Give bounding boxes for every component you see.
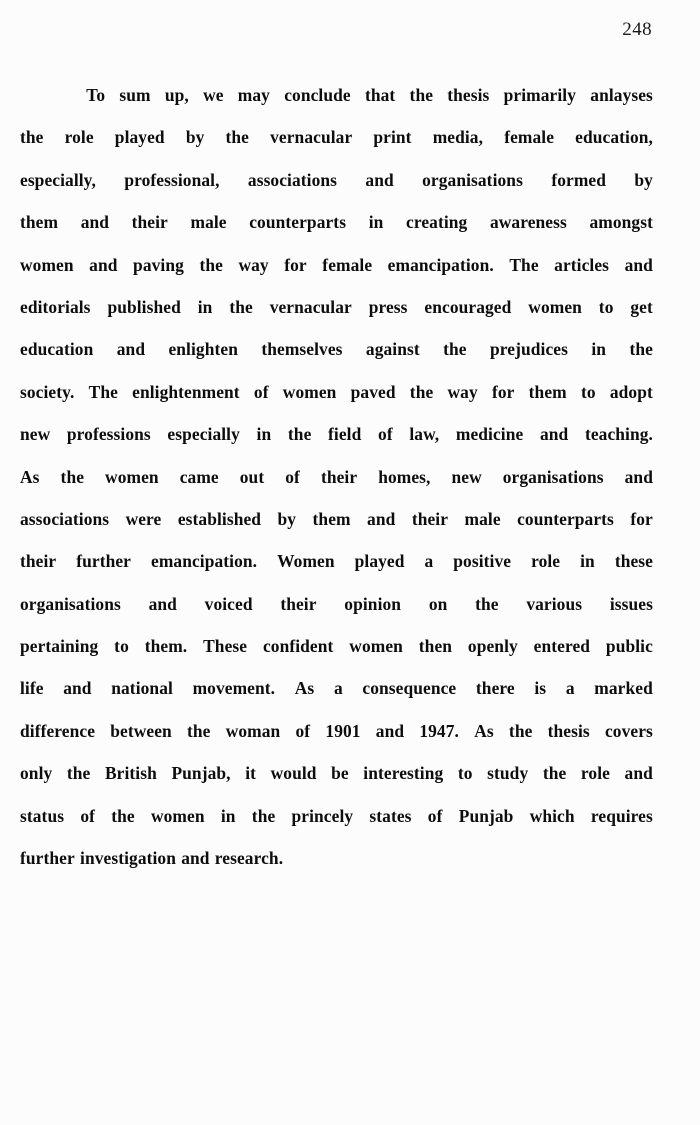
word: marked (594, 678, 653, 699)
word: and (89, 254, 118, 275)
text-line (20, 720, 653, 762)
word: for (491, 381, 515, 402)
word: and (80, 212, 110, 233)
word: in (591, 339, 607, 360)
word: of (285, 466, 300, 487)
word: of (253, 381, 269, 402)
word: get (630, 296, 653, 317)
word: in (256, 424, 272, 445)
word: conclude (284, 85, 351, 105)
word: requires (590, 805, 653, 826)
word: field (328, 424, 362, 445)
word: difference (20, 720, 96, 741)
text-line (20, 593, 653, 635)
word: To (86, 85, 106, 105)
word: voiced (204, 593, 253, 614)
page-number: 248 (622, 19, 652, 40)
word: education, (575, 127, 653, 148)
word: especially, (20, 169, 96, 190)
word: in (580, 551, 595, 572)
word: to (114, 636, 129, 657)
word: there (475, 678, 515, 699)
word: As (294, 678, 315, 699)
word: print (373, 127, 412, 148)
word: counterparts (249, 212, 347, 233)
word: emancipation. (151, 551, 258, 572)
word: be (331, 763, 349, 784)
word: the (111, 805, 135, 826)
text-line (20, 169, 653, 211)
word: professional, (124, 169, 220, 190)
word: their (320, 466, 358, 487)
word: the (475, 593, 499, 614)
word: role (531, 551, 561, 572)
word: organisations (502, 466, 604, 487)
text-line (20, 126, 653, 168)
word: role (64, 127, 94, 148)
word: to (457, 763, 473, 784)
word: the (229, 296, 253, 317)
word: confident (262, 636, 334, 657)
word: associations (247, 169, 338, 190)
word: entered (533, 636, 591, 657)
word: Punjab, (171, 763, 231, 784)
word: them (20, 212, 59, 233)
word: research. (214, 848, 284, 869)
word: As (474, 720, 494, 741)
word: especially (167, 424, 240, 445)
word: medicine (455, 424, 524, 445)
word: paving (133, 254, 184, 275)
word: the (409, 381, 434, 402)
word: and (375, 720, 405, 741)
word: of (295, 720, 311, 741)
word: the (199, 254, 223, 275)
word: Punjab (458, 805, 514, 826)
text-line (20, 847, 653, 889)
word: study (487, 763, 529, 784)
word: organisations (20, 593, 121, 614)
word: anlayses (590, 85, 653, 105)
word: openly (467, 636, 518, 657)
word: awareness (489, 212, 567, 233)
word: the (629, 339, 653, 360)
text-line (20, 635, 653, 677)
text-line (20, 508, 653, 550)
word: British (104, 763, 157, 784)
word: their (20, 551, 57, 572)
word: a (565, 678, 575, 699)
word: The (88, 381, 118, 402)
word: law, (409, 424, 440, 445)
word: of (427, 805, 443, 826)
word: media, (432, 127, 484, 148)
word: them (312, 508, 351, 529)
word: interesting (363, 763, 444, 784)
word: a (424, 551, 434, 572)
word: and (365, 169, 394, 190)
word: paved (350, 381, 396, 402)
word: new (451, 466, 482, 487)
word: them (528, 381, 567, 402)
word: primarily (503, 85, 577, 105)
word: These (203, 636, 248, 657)
word: and (539, 424, 569, 445)
word: As (20, 466, 40, 487)
word: themselves (261, 339, 343, 360)
text-line (20, 677, 653, 719)
text-line (20, 381, 653, 423)
word: the (287, 424, 312, 445)
word: role (580, 763, 610, 784)
word: against (365, 339, 420, 360)
word: their (280, 593, 317, 614)
word: the (20, 127, 44, 148)
word: opinion (344, 593, 402, 614)
word: new (20, 424, 51, 445)
word: vernacular (269, 296, 352, 317)
word: by (634, 169, 653, 190)
word: press (368, 296, 408, 317)
word: for (284, 254, 307, 275)
word: played (114, 127, 165, 148)
word: female (504, 127, 555, 148)
word: way (447, 381, 478, 402)
word: in (220, 805, 236, 826)
word: status (20, 805, 65, 826)
word: that (364, 85, 396, 105)
word: the (60, 466, 85, 487)
text-line (20, 338, 653, 380)
word: is (534, 678, 547, 699)
text-line (20, 550, 653, 592)
word: the (187, 720, 211, 741)
word: and (63, 678, 92, 699)
word: and (148, 593, 177, 614)
word: organisations (422, 169, 523, 190)
word: thesis (547, 720, 590, 741)
word: investigation (80, 848, 177, 869)
word: and (624, 254, 653, 275)
word: published (107, 296, 181, 317)
word: by (277, 508, 297, 529)
word: of (80, 805, 96, 826)
text-line (20, 762, 653, 804)
word: male (190, 212, 227, 233)
text-line (20, 211, 653, 253)
word: society. (20, 381, 75, 402)
word: established (177, 508, 262, 529)
word: on (428, 593, 448, 614)
word: their (131, 212, 168, 233)
word: by (185, 127, 205, 148)
word: amongst (589, 212, 653, 233)
word: further (20, 848, 75, 869)
text-line (20, 466, 653, 508)
word: to (598, 296, 614, 317)
word: a (333, 678, 343, 699)
word: women (20, 254, 74, 275)
word: it (245, 763, 257, 784)
word: came (179, 466, 219, 487)
word: out (239, 466, 265, 487)
word: articles (554, 254, 610, 275)
word: various (526, 593, 583, 614)
word: way (238, 254, 269, 275)
word: their (411, 508, 449, 529)
word: the (225, 127, 249, 148)
word: homes, (378, 466, 431, 487)
text-line (20, 805, 653, 847)
word: sum (119, 85, 151, 105)
word: counterparts (517, 508, 614, 529)
word: The (509, 254, 539, 275)
word: the (251, 805, 276, 826)
word: movement. (192, 678, 276, 699)
word: to (580, 381, 596, 402)
word: women (282, 381, 337, 402)
word: consequence (362, 678, 457, 699)
word: princely (291, 805, 354, 826)
word: and (181, 848, 210, 869)
word: professions (66, 424, 151, 445)
word: played (354, 551, 405, 572)
word: issues (609, 593, 653, 614)
text-line (20, 84, 653, 126)
word: enlighten (168, 339, 238, 360)
word: up, (164, 85, 189, 105)
word: thesis (447, 85, 490, 105)
word: associations (20, 508, 110, 529)
word: may (237, 85, 270, 105)
word: would (270, 763, 317, 784)
word: for (630, 508, 653, 529)
word: women (349, 636, 403, 657)
word: and (624, 466, 653, 487)
word: then (418, 636, 453, 657)
word: life (20, 678, 44, 699)
word: of (378, 424, 393, 445)
word: the (508, 720, 533, 741)
word: in (368, 212, 384, 233)
word: further (76, 551, 132, 572)
word: the (443, 339, 467, 360)
word: and (116, 339, 146, 360)
word: them. (144, 636, 188, 657)
text-line (20, 254, 653, 296)
word: and (624, 763, 653, 784)
word: women (150, 805, 205, 826)
word: the (409, 85, 434, 105)
word: covers (604, 720, 653, 741)
word: adopt (609, 381, 653, 402)
word: we (203, 85, 224, 105)
word: between (110, 720, 172, 741)
word: the (542, 763, 567, 784)
word: which (529, 805, 575, 826)
word: creating (406, 212, 468, 233)
word: 1901 (325, 720, 361, 741)
word: public (605, 636, 653, 657)
word: male (464, 508, 501, 529)
word: pertaining (20, 636, 99, 657)
word: female (322, 254, 373, 275)
word: enlightenment (132, 381, 240, 402)
word: were (125, 508, 162, 529)
word: only (20, 763, 53, 784)
word: woman (225, 720, 281, 741)
word: encouraged (424, 296, 512, 317)
word: positive (453, 551, 512, 572)
word: teaching. (584, 424, 653, 445)
word: and (367, 508, 396, 529)
word: formed (551, 169, 606, 190)
body-paragraph (20, 84, 653, 889)
word: the (66, 763, 91, 784)
word: vernacular (270, 127, 353, 148)
word: national (111, 678, 173, 699)
word: states (369, 805, 412, 826)
word: education (20, 339, 94, 360)
word: emancipation. (387, 254, 494, 275)
word: these (614, 551, 653, 572)
word: prejudices (490, 339, 568, 360)
text-line (20, 423, 653, 465)
word: Women (277, 551, 335, 572)
word: editorials (20, 296, 91, 317)
word: in (197, 296, 213, 317)
word: women (528, 296, 582, 317)
word: 1947. (419, 720, 459, 741)
word: women (105, 466, 159, 487)
text-line (20, 296, 653, 338)
